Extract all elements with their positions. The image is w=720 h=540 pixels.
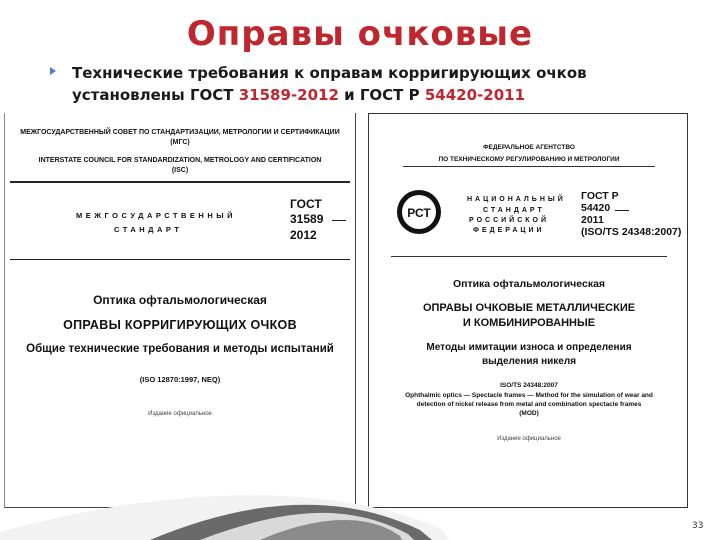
standard-type-line-1: МЕЖГОСУДАРСТВЕННЫЙ [76, 211, 236, 220]
gost-dash [332, 220, 346, 221]
document-cover-gost-r-54420 [368, 113, 688, 508]
bullet-arrow-icon [50, 67, 56, 75]
document-subject: Оптика офтальмологическая [452, 278, 606, 290]
standard-type-line-1: НАЦИОНАЛЬНЫЙ [467, 196, 566, 203]
decorative-swoosh [0, 470, 720, 540]
document-title-line-1: ОПРАВЫ ОЧКОВЫЕ МЕТАЛЛИЧЕСКИЕ [422, 302, 636, 314]
bullet-text [72, 62, 690, 106]
standard-type-line-2: СТАНДАРТ [483, 207, 545, 214]
document-subject: Оптика офтальмологическая [93, 293, 267, 307]
document-title: ОПРАВЫ КОРРИГИРУЮЩИХ ОЧКОВ [63, 318, 297, 332]
gost-year: 2012 [290, 228, 317, 242]
agency-subtitle: ПО ТЕХНИЧЕСКОМУ РЕГУЛИРОВАНИЮ И МЕТРОЛОГИИ [438, 156, 620, 163]
council-abbr-en: (ISC) [171, 167, 189, 174]
document-subtitle: Общие технические требования и методы испытаний [26, 343, 334, 355]
document-subtitle-line-2: выделения никеля [481, 356, 577, 367]
gost-code-2: 54420-2011 [424, 86, 526, 104]
english-title-line-2: detection of nickel release from metal and combination spectacle frames [416, 401, 642, 408]
standard-type-line-4: ФЕДЕРАЦИИ [473, 227, 545, 234]
gost-iso-reference: (ISO/TS 24348:2007) [581, 226, 682, 238]
divider [403, 166, 655, 167]
english-title-line-1: Ophthalmic optics — Spectacle frames — Method for the simulation of wear and [405, 392, 653, 399]
council-name-en: INTERSTATE COUNCIL FOR STANDARDIZATION, METROLOGY AND CERTIFICATION [38, 157, 322, 164]
slide-title: Оправы очковые [186, 14, 534, 54]
bullet-text-part-2: и ГОСТ Р [338, 86, 425, 104]
gost-number: 31589 [290, 212, 324, 226]
edition-note: Издание официальное [497, 436, 561, 442]
gost-year: 2011 [581, 214, 604, 226]
iso-reference: ISO/TS 24348:2007 [500, 382, 558, 389]
document-subtitle-line-1: Методы имитации износа и определения [426, 342, 632, 353]
english-title-line-3: (MOD) [519, 410, 539, 417]
bullet-text-part-1: Технические требования к оправам корригирующих очков установлены ГОСТ [72, 64, 587, 104]
standard-type-line-2: СТАНДАРТ [114, 225, 183, 234]
standard-type-line-3: РОССИЙСКОЙ [469, 217, 549, 224]
gost-code-1: 31589-2012 [238, 86, 339, 104]
iso-reference: (ISO 12870:1997, NEQ) [139, 375, 221, 384]
gost-dash [615, 210, 629, 211]
council-abbr-ru: (МГС) [170, 139, 190, 146]
agency-name: ФЕДЕРАЛЬНОЕ АГЕНТСТВО [483, 144, 575, 151]
rst-logo-letters: РСТ [407, 206, 431, 220]
document-cover-gost-31589 [4, 113, 356, 508]
gost-label: ГОСТ Р [581, 190, 619, 202]
gost-label: ГОСТ [290, 197, 322, 211]
gost-number: 54420 [581, 202, 611, 214]
edition-note: Издание официальное [148, 411, 212, 417]
bullet-item [50, 62, 690, 106]
page-number: 33 [692, 521, 704, 531]
document-title-line-2: И КОМБИНИРОВАННЫЕ [462, 317, 596, 329]
divider [10, 259, 350, 260]
rst-logo-icon [395, 188, 443, 236]
divider [391, 256, 667, 257]
council-name-ru: МЕЖГОСУДАРСТВЕННЫЙ СОВЕТ ПО СТАНДАРТИЗАЦИИ, МЕТРОЛОГИИ И СЕРТИФИКАЦИИ [20, 129, 340, 136]
divider [10, 181, 350, 183]
